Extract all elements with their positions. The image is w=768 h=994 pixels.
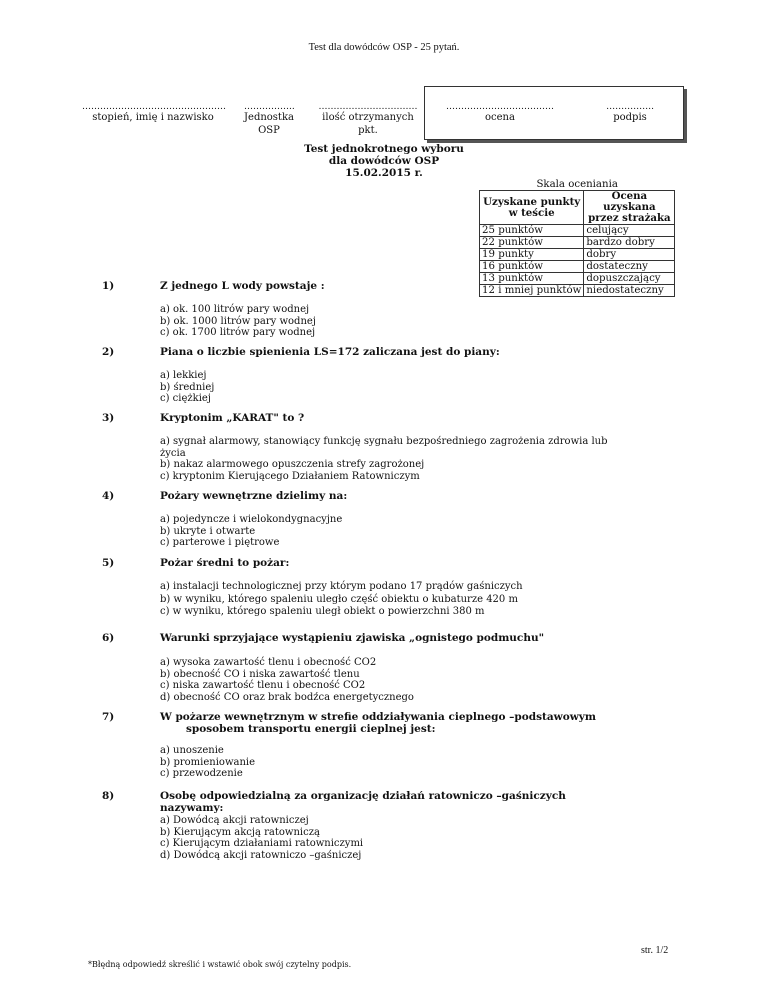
answer-option: a) instalacji technologicznej przy którym podano 17 prądów gaśniczych (160, 581, 523, 592)
answer-option: c) przewodzenie (160, 768, 243, 779)
question-options (160, 436, 620, 482)
answer-option: c) parterowe i piętrowe (160, 537, 280, 548)
answer-option: b) obecność CO i niska zawartość tlenu (160, 668, 360, 680)
scale-row-grade: bardzo dobry (584, 237, 675, 249)
scale-row-grade: celujący (584, 225, 675, 237)
unit-dots: …………….. (244, 102, 295, 112)
grade-dots: ……………………………… (446, 102, 554, 112)
scale-header-grade-line1: Ocena uzyskana (603, 190, 656, 213)
answer-option: b) Kierującym akcją ratowniczą (160, 826, 320, 838)
answer-option: a) wysoka zawartość tlenu i obecność CO2 (160, 657, 377, 668)
question-number: 1) (102, 280, 115, 292)
scale-header-grade (584, 191, 675, 225)
scale-row (480, 261, 675, 273)
points-field (318, 103, 418, 137)
name-field (82, 103, 224, 124)
question-text-line2: sposobem transportu energii cieplnej jest: (186, 723, 436, 735)
answer-option: a) Dowódcą akcji ratowniczej (160, 815, 309, 826)
answer-option: c) kryptonim Kierującego Działaniem Ratowniczym (160, 470, 420, 482)
test-title-line1: Test jednokrotnego wyboru (304, 143, 464, 155)
scale-header-points (480, 191, 584, 225)
document-header-title: Test dla dowódców OSP - 25 pytań. (308, 42, 460, 53)
scale-row-points: 13 punktów (480, 273, 584, 285)
signature-field (600, 103, 660, 124)
question-number: 7) (102, 711, 115, 723)
page-number: str. 1/2 (641, 945, 669, 956)
answer-option: b) ukryte i otwarte (160, 525, 256, 537)
answer-option: b) średniej (160, 381, 215, 393)
scale-row-grade: dostateczny (584, 261, 675, 273)
question-number: 4) (102, 490, 115, 502)
question-number: 8) (102, 790, 115, 802)
question-text: Z jednego L wody powstaje : (160, 280, 325, 292)
question-text: Pożary wewnętrzne dzielimy na: (160, 490, 348, 502)
footnote: *Błędną odpowiedź skreślić i wstawić obok swój czytelny podpis. (88, 960, 352, 969)
question-text-line1: W pożarze wewnętrznym w strefie oddziaływania cieplnego –podstawowym (160, 711, 596, 723)
signature-dots: ……………. (606, 102, 654, 112)
scale-row-points: 12 i mniej punktów (480, 285, 584, 297)
question-number: 3) (102, 412, 115, 424)
answer-option: b) w wyniku, którego spaleniu uległo część obiektu o kubaturze 420 m (160, 593, 518, 605)
question-options (160, 370, 560, 405)
question-number: 5) (102, 557, 115, 569)
question-options (160, 745, 560, 780)
answer-option: a) ok. 100 litrów pary wodnej (160, 304, 310, 315)
answer-option: a) pojedyncze i wielokondygnacyjne (160, 514, 343, 525)
answer-option: c) Kierującym działaniami ratowniczymi (160, 838, 364, 849)
scale-row (480, 225, 675, 237)
question-options (160, 657, 560, 703)
answer-option: c) ok. 1700 litrów pary wodnej (160, 327, 316, 338)
answer-option: b) ok. 1000 litrów pary wodnej (160, 315, 316, 327)
scale-row-grade: dopuszczający (584, 273, 675, 285)
test-title-date: 15.02.2015 r. (345, 167, 423, 179)
scale-row (480, 237, 675, 249)
scale-header-grade-line2: przez strażaka (588, 212, 671, 224)
answer-option: c) w wyniku, którego spaleniu uległ obiekt o powierzchni 380 m (160, 606, 485, 617)
question-text (160, 711, 620, 735)
question-text: Pożar średni to pożar: (160, 557, 290, 569)
scale-header-points-line1: Uzyskane punkty (483, 195, 581, 208)
scale-row-points: 19 punkty (480, 249, 584, 261)
question-number: 2) (102, 346, 115, 358)
question-text: Osobę odpowiedzialną za organizację działań ratowniczo –gaśniczych nazywamy: (160, 790, 566, 814)
answer-option: c) ciężkiej (160, 393, 211, 404)
answer-option: a) sygnał alarmowy, stanowiący funkcję sygnału bezpośredniego zagrożenia zdrowia lub (160, 436, 608, 447)
answer-option: a) unoszenie (160, 745, 224, 756)
test-title (0, 143, 768, 179)
grade-label: ocena (485, 112, 515, 123)
answer-option: d) Dowódcą akcji ratowniczo –gaśniczej (160, 849, 362, 861)
unit-field (244, 103, 294, 137)
points-label-line1: ilość otrzymanych (322, 112, 414, 123)
question-options (160, 304, 560, 339)
answer-option: c) niska zawartość tlenu i obecność CO2 (160, 680, 366, 691)
name-label: stopień, imię i nazwisko (92, 112, 214, 123)
grade-field (446, 103, 554, 124)
question-options (160, 514, 560, 549)
question-text: Piana o liczbie spienienia LS=172 zaliczana jest do piany: (160, 346, 500, 358)
scale-row-grade: dobry (584, 249, 675, 261)
question-text: Warunki sprzyjające wystąpieniu zjawiska „ognistego podmuchu" (160, 632, 545, 644)
question-options (160, 815, 560, 861)
answer-option: b) promieniowanie (160, 756, 256, 768)
scale-row (480, 249, 675, 261)
answer-option: d) obecność CO oraz brak bodźca energetycznego (160, 691, 414, 703)
signature-label: podpis (613, 112, 647, 123)
scale-row-points: 16 punktów (480, 261, 584, 273)
scale-row-grade: niedostateczny (584, 285, 675, 297)
scale-header-points-line2: w teście (508, 206, 555, 219)
answer-option-continuation: życia (160, 447, 186, 459)
grading-scale-caption: Skala oceniania (536, 179, 618, 190)
question-text: Kryptonim „KARAT" to ? (160, 412, 305, 424)
answer-option: b) nakaz alarmowego opuszczenia strefy zagrożonej (160, 459, 425, 470)
answer-option: a) lekkiej (160, 370, 207, 381)
question-number: 6) (102, 632, 115, 644)
test-title-line2: dla dowódców OSP (328, 155, 440, 167)
scale-row-points: 22 punktów (480, 237, 584, 249)
name-dots: ………………………………………… (82, 102, 226, 112)
points-dots: …………………………… (318, 102, 418, 112)
unit-label-line1: Jednostka (244, 112, 294, 123)
question-options (160, 581, 580, 619)
points-label-line2: pkt. (358, 125, 378, 136)
unit-label-line2: OSP (258, 125, 280, 136)
scale-row-points: 25 punktów (480, 225, 584, 237)
